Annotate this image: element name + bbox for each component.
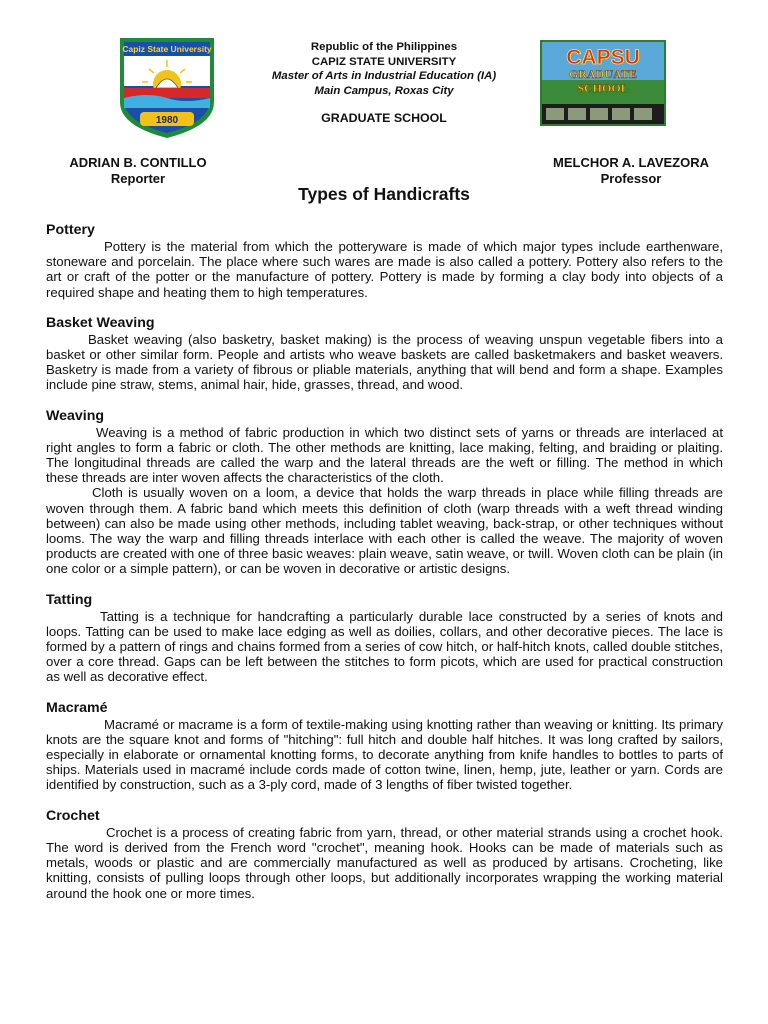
- campus-line: Main Campus, Roxas City: [314, 85, 454, 98]
- logo-school-text: SCHOOL: [577, 81, 629, 95]
- section-crochet: [46, 808, 723, 901]
- professor-block: [538, 155, 724, 187]
- reporter-block: [58, 155, 218, 187]
- reporter-name: ADRIAN B. CONTILLO: [69, 155, 207, 170]
- document-title: Types of Handicrafts: [298, 184, 470, 204]
- university-line: CAPIZ STATE UNIVERSITY: [311, 55, 457, 68]
- section-heading: Pottery: [46, 222, 95, 238]
- document-body: [46, 222, 723, 916]
- reporter-role: Reporter: [110, 171, 166, 186]
- capsu-graduate-school-logo: [540, 40, 666, 126]
- section-heading: Macramé: [46, 699, 108, 716]
- program-line: Master of Arts in Industrial Education (IA): [271, 70, 497, 83]
- professor-role: Professor: [600, 171, 662, 186]
- section-paragraph: Basket weaving (also basketry, basket making) is the process of weaving unspun vegetable fibers into a basket or other similar form. People and artists who weave baskets are called basketmakers and basket weavers. Basketry is made from a variety of fibrous or pliable materials, anything that will bend and form a shape. Examples include pine straw, stems, animal hair, hide, grasses, thread, and wood.: [46, 331, 723, 393]
- graduate-school-line: GRADUATE SCHOOL: [321, 110, 447, 125]
- section-heading: Weaving: [46, 407, 105, 424]
- professor-name: MELCHOR A. LAVEZORA: [553, 155, 709, 170]
- section-heading: Basket Weaving: [46, 314, 155, 331]
- section-pottery: [46, 222, 723, 300]
- section-paragraph: Crochet is a process of creating fabric from yarn, thread, or other material strands using a crochet hook. The word is derived from the French word "crochet", meaning hook. Hooks can be made of materials such as metals, woods or plastic and are commercially manufactured as well as produced by artisans. Crocheting, like knitting, consists of pulling loops through other loops, but additionally incorporates wrapping the working material around the hook one or more times.: [46, 824, 723, 901]
- capiz-state-university-logo: [118, 36, 216, 140]
- logo-year: 1980: [155, 115, 179, 126]
- logo-capsu-text: CAPSU: [566, 46, 640, 69]
- logo-university-name: Capiz State University: [122, 44, 212, 54]
- section-macrame: [46, 700, 723, 793]
- section-paragraph: Pottery is the material from which the potteryware is made of which major types include earthenware, stoneware and porcelain. The place where such wares are made is also called a pottery. Pottery also refers to the art or craft of the potter or the manufacture of pottery. Pottery is made by forming a clay body into objects of a required shape and heating them to high temperatures.: [46, 239, 723, 300]
- republic-line: Republic of the Philippines: [310, 41, 458, 53]
- section-heading: Tatting: [46, 591, 93, 608]
- section-paragraph: Cloth is usually woven on a loom, a device that holds the warp threads in place while filling threads are woven through them. A fabric band which meets this definition of cloth (warp threads with a weft thread winding between) can also be made using other methods, including tablet weaving, back-strap, or other techniques without looms. The way the warp and filling threads interlace with each other is called the weave. The majority of woven products are created with one of three basic weaves: plain weave, satin weave, or twill. Woven cloth can be plain (in one color or a simple pattern), or can be woven in decorative or artistic designs.: [46, 485, 723, 577]
- section-basket-weaving: [46, 315, 723, 393]
- section-tatting: [46, 592, 723, 685]
- section-paragraph: Macramé or macrame is a form of textile-making using knotting rather than weaving or knitting. Its primary knots are the square knot and forms of "hitching": full hitch and double half hitches. It was long crafted by sailors, especially in elaborate or ornamental knotting forms, to decorate anything from knife handles to bottles to parts of ships. Materials used in macramé include cords made of cotton twine, linen, hemp, jute, leather or yarn. Cords are identified by construction, such as a 3-ply cord, made of 3 lengths of fiber twisted together.: [46, 716, 723, 793]
- section-paragraph: Tatting is a technique for handcrafting a particularly durable lace constructed by a series of knots and loops. Tatting can be used to make lace edging as well as doilies, collars, and other decorative pieces. The lace is formed by a pattern of rings and chains formed from a series of cow hitch, or half-hitch knots, called double stitches, over a core thread. Gaps can be left between the stitches to form picots, which are used for practical construction as well as decorative effect.: [46, 608, 723, 685]
- section-weaving: [46, 408, 723, 577]
- section-paragraph: Weaving is a method of fabric production in which two distinct sets of yarns or threads are interlaced at right angles to form a fabric or cloth. The other methods are knitting, lace making, felting, and braiding or plaiting. The longitudinal threads are called the warp and the lateral threads are the weft or filling. The method in which these threads are inter woven affects the characteristics of the cloth.: [46, 424, 723, 486]
- section-heading: Crochet: [46, 807, 100, 824]
- logo-graduate-text: GRADUATE: [569, 67, 637, 81]
- letterhead: [230, 40, 538, 126]
